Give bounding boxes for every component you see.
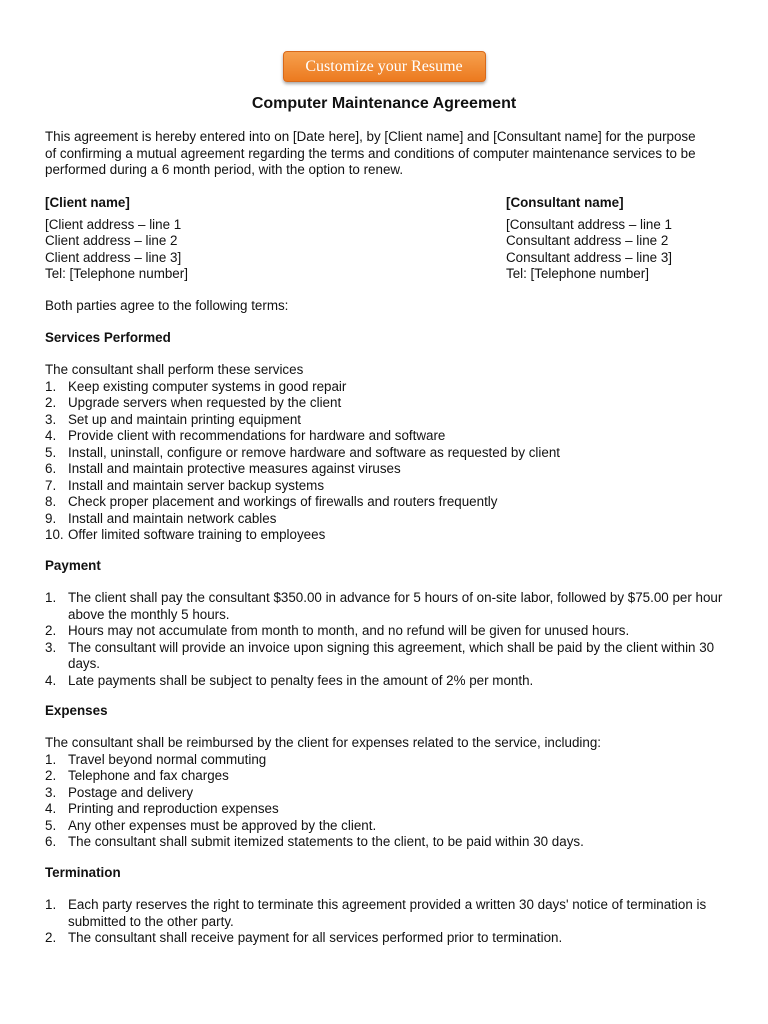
client-address-block xyxy=(45,195,445,283)
intro-line: performed during a 6 month period, with the option to renew. xyxy=(45,162,404,177)
list-number: 1. xyxy=(45,590,57,605)
both-parties-statement: Both parties agree to the following terms: xyxy=(45,298,289,313)
document-title: Computer Maintenance Agreement xyxy=(251,95,517,112)
list-item-text: Hours may not accumulate from month to month, and no refund will be given for unused hours. xyxy=(68,623,630,638)
list-number: 7. xyxy=(45,477,57,493)
list-item xyxy=(45,897,735,930)
list-number: 2. xyxy=(45,768,57,783)
list-number: 1. xyxy=(45,378,57,394)
list-item-text: Install and maintain protective measures against viruses xyxy=(68,461,401,476)
consultant-address-line: Consultant address – line 3] xyxy=(506,249,672,265)
list-item-text: Check proper placement and workings of firewalls and routers frequently xyxy=(68,494,498,509)
payment-list xyxy=(45,590,735,689)
termination-section xyxy=(45,897,735,947)
list-item xyxy=(45,527,735,544)
consultant-telephone: Tel: [Telephone number] xyxy=(506,266,649,281)
services-list xyxy=(45,379,735,544)
client-name-heading: [Client name] xyxy=(45,195,130,210)
list-number: 1. xyxy=(45,751,57,767)
list-item-text: Keep existing computer systems in good repair xyxy=(68,378,347,394)
list-item xyxy=(45,428,735,445)
list-item-text: Each party reserves the right to terminate this agreement provided a written 30 days' notice of termination is submitted to the other party. xyxy=(68,897,707,929)
list-item-text: Late payments shall be subject to penalty fees in the amount of 2% per month. xyxy=(68,672,534,688)
list-number: 8. xyxy=(45,494,57,509)
list-item-text: Install and maintain network cables xyxy=(68,510,277,526)
list-item-text: Upgrade servers when requested by the client xyxy=(68,395,342,410)
list-item-text: The consultant shall receive payment for all services performed prior to termination. xyxy=(68,930,563,945)
list-number: 2. xyxy=(45,395,57,410)
list-item-text: Provide client with recommendations for hardware and software xyxy=(68,428,446,443)
list-item xyxy=(45,478,735,495)
termination-list xyxy=(45,897,735,947)
list-item-text: Offer limited software training to employees xyxy=(68,527,326,542)
list-item-text: Printing and reproduction expenses xyxy=(68,801,279,816)
client-address-line: Client address – line 2 xyxy=(45,233,178,248)
list-number: 2. xyxy=(45,623,57,638)
list-item-text: The consultant shall submit itemized statements to the client, to be paid within 30 days. xyxy=(68,834,584,849)
list-item xyxy=(45,768,735,785)
list-number: 4. xyxy=(45,428,57,443)
services-heading: Services Performed xyxy=(45,330,171,345)
expenses-heading: Expenses xyxy=(45,703,108,718)
list-item xyxy=(45,461,735,478)
list-item-text: Telephone and fax charges xyxy=(68,768,229,783)
list-item xyxy=(45,801,735,818)
expenses-list xyxy=(45,752,735,851)
list-item xyxy=(45,673,735,690)
list-item xyxy=(45,494,735,511)
list-number: 2. xyxy=(45,930,57,945)
list-item xyxy=(45,395,735,412)
list-item-text: Install, uninstall, configure or remove hardware and software as requested by client xyxy=(68,444,560,460)
client-address-line: Client address – line 3] xyxy=(45,249,182,265)
list-item-text: The client shall pay the consultant $350.00 in advance for 5 hours of on-site labor, followed by $75.00 per hour above the monthly 5 hours. xyxy=(68,590,723,622)
termination-heading: Termination xyxy=(45,865,121,880)
list-item xyxy=(45,930,735,947)
client-telephone: Tel: [Telephone number] xyxy=(45,266,188,281)
intro-line: This agreement is hereby entered into on [Date here], by [Client name] and [Consultant name] for the purpose xyxy=(45,129,696,144)
consultant-address-line: Consultant address – line 2 xyxy=(506,233,669,248)
client-address-line: [Client address – line 1 xyxy=(45,216,182,232)
list-number: 1. xyxy=(45,897,57,912)
list-number: 3. xyxy=(45,411,57,427)
customize-resume-button[interactable]: Customize your Resume xyxy=(283,51,486,82)
consultant-name-heading: [Consultant name] xyxy=(506,195,624,210)
list-item xyxy=(45,511,735,528)
list-item-text: Travel beyond normal commuting xyxy=(68,751,267,767)
list-item xyxy=(45,623,735,640)
payment-section xyxy=(45,590,735,689)
services-lead: The consultant shall perform these services xyxy=(45,362,304,377)
intro-line: of confirming a mutual agreement regarding the terms and conditions of computer maintenance services to be xyxy=(45,145,696,161)
list-number: 6. xyxy=(45,461,57,476)
list-item xyxy=(45,752,735,769)
list-item xyxy=(45,379,735,396)
list-item xyxy=(45,818,735,835)
list-item xyxy=(45,785,735,802)
list-number: 6. xyxy=(45,834,57,849)
payment-heading: Payment xyxy=(45,558,101,573)
list-number: 4. xyxy=(45,672,57,688)
intro-paragraph xyxy=(45,129,735,179)
expenses-section xyxy=(45,735,735,851)
list-number: 9. xyxy=(45,510,57,526)
list-number: 5. xyxy=(45,444,57,460)
list-item-text: Set up and maintain printing equipment xyxy=(68,411,302,427)
services-section xyxy=(45,362,735,544)
consultant-address-block xyxy=(506,195,756,283)
list-number: 10. xyxy=(45,527,64,542)
list-number: 3. xyxy=(45,784,57,800)
list-item-text: The consultant will provide an invoice upon signing this agreement, which shall be paid by the client within 30 days. xyxy=(68,639,715,671)
list-item xyxy=(45,834,735,851)
list-item xyxy=(45,445,735,462)
consultant-address-line: [Consultant address – line 1 xyxy=(506,216,672,232)
list-item xyxy=(45,640,735,673)
list-item-text: Any other expenses must be approved by the client. xyxy=(68,817,377,833)
list-item xyxy=(45,412,735,429)
list-number: 3. xyxy=(45,639,57,655)
list-item-text: Install and maintain server backup systems xyxy=(68,477,325,493)
list-number: 4. xyxy=(45,801,57,816)
list-item-text: Postage and delivery xyxy=(68,784,194,800)
list-number: 5. xyxy=(45,817,57,833)
expenses-lead: The consultant shall be reimbursed by the client for expenses related to the service, including: xyxy=(45,735,602,750)
list-item xyxy=(45,590,735,623)
